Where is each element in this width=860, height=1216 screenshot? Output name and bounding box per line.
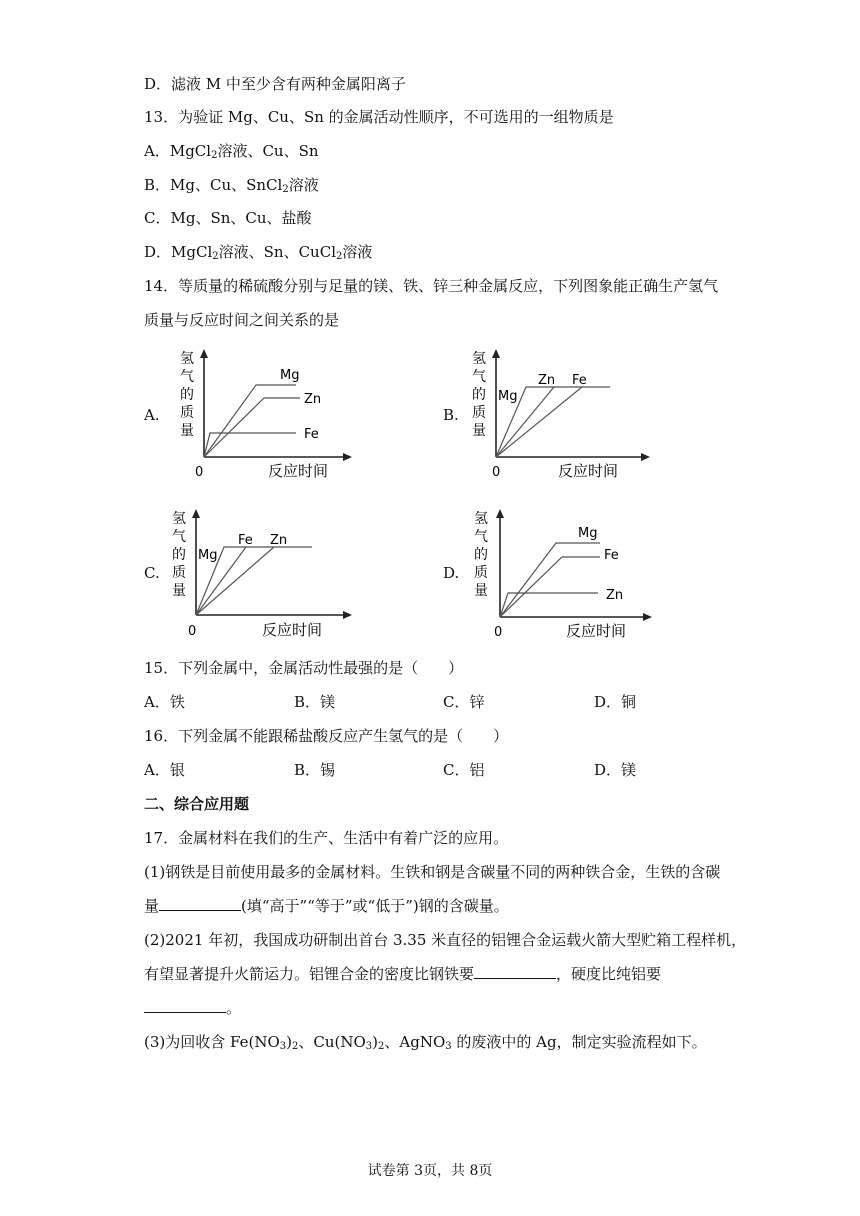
q17-part2-line3: 。 xyxy=(144,998,241,1018)
svg-text:量: 量 xyxy=(474,583,488,599)
q13-stem: 13．为验证 Mg、Cu、Sn 的金属活动性顺序，不可选用的一组物质是 xyxy=(144,108,614,126)
svg-text:的: 的 xyxy=(474,547,488,563)
svg-text:的: 的 xyxy=(472,387,486,403)
q13-option-c: C．Mg、Sn、Cu、盐酸 xyxy=(144,209,312,227)
q17-part2-line2: 有望显著提升火箭运力。铝锂合金的密度比钢铁要 ，硬度比纯铝要 xyxy=(144,965,662,983)
svg-text:量: 量 xyxy=(180,423,194,439)
graph-b xyxy=(460,345,650,485)
q15-option-c: C．锌 xyxy=(443,693,485,711)
q14-stem-line1: 14．等质量的稀硫酸分别与足量的镁、铁、锌三种金属反应，下列图象能正确生产氢气 xyxy=(144,277,719,295)
svg-text:氢: 氢 xyxy=(472,351,486,367)
graph-d-label-zn: Zn xyxy=(606,588,624,603)
q17-stem: 17．金属材料在我们的生产、生活中有着广泛的应用。 xyxy=(144,829,509,847)
svg-text:量: 量 xyxy=(172,583,186,599)
svg-text:气: 气 xyxy=(474,529,488,545)
svg-text:氢: 氢 xyxy=(180,351,194,367)
graph-a xyxy=(162,345,352,485)
graph-d-option-label: D. xyxy=(443,564,460,582)
q13-option-b: B．Mg、Cu、SnCl$_2$溶液 xyxy=(144,176,319,195)
graph-d-label-fe: Fe xyxy=(604,548,619,563)
graph-c-ylabel xyxy=(172,511,186,599)
graph-a-line-zn xyxy=(204,398,300,457)
section-heading: 二、综合应用题 xyxy=(144,795,250,813)
svg-text:的: 的 xyxy=(172,547,186,563)
q17-part2-line1: (2)2021 年初，我国成功研制出首台 3.35 米直径的铝锂合金运载火箭大型贮箱工程样机， xyxy=(144,931,747,949)
q17-part1-line2: 量 (填“高于”“等于”或“低于”)钢的含碳量。 xyxy=(144,897,509,915)
graph-a-line-fe xyxy=(204,433,296,457)
q13-option-a: A．MgCl$_2$溶液、Cu、Sn xyxy=(144,142,319,161)
svg-text:质: 质 xyxy=(474,565,488,581)
svg-text:氢: 氢 xyxy=(172,511,186,527)
graph-d-origin: 0 xyxy=(494,625,503,640)
graph-d-label-mg: Mg xyxy=(578,526,598,541)
svg-text:气: 气 xyxy=(172,529,186,545)
graph-b-option-label: B. xyxy=(443,406,459,424)
graph-d-ylabel xyxy=(474,511,488,599)
graph-c-label-mg: Mg xyxy=(198,548,218,563)
q15-option-a: A．铁 xyxy=(144,693,185,711)
svg-text:量: 量 xyxy=(472,423,486,439)
graph-c-xlabel: 反应时间 xyxy=(262,621,323,639)
svg-text:气: 气 xyxy=(472,369,486,385)
graph-a-option-label: A. xyxy=(144,406,160,424)
graph-a-label-mg: Mg xyxy=(280,368,300,383)
graph-c-label-zn: Zn xyxy=(270,533,288,548)
q15-option-b: B．镁 xyxy=(294,693,336,711)
graph-c-origin: 0 xyxy=(188,624,197,639)
graph-d-line-mg xyxy=(500,543,600,617)
graph-d-line-fe xyxy=(500,557,600,617)
graph-d-xlabel: 反应时间 xyxy=(566,622,627,640)
q14-stem-line2: 质量与反应时间之间关系的是 xyxy=(144,311,340,329)
q15-stem: 15．下列金属中，金属活动性最强的是（ ） xyxy=(144,659,464,677)
graph-b-ylabel xyxy=(472,351,486,439)
q17-part3: (3)为回收含 $Fe(NO_3)_2$、$Cu(NO_3)_2$、AgNO$_3$ 的废液中的 Ag，制定实验流程如下。 xyxy=(144,1033,707,1052)
svg-text:气: 气 xyxy=(180,369,194,385)
answer-blank-1[interactable] xyxy=(159,896,241,911)
graph-c-option-label: C. xyxy=(144,564,160,582)
svg-text:质: 质 xyxy=(172,565,186,581)
svg-text:质: 质 xyxy=(180,405,194,421)
graph-b-label-mg: Mg xyxy=(498,389,518,404)
page-footer: 试卷第 3页，共 8页 xyxy=(367,1163,493,1179)
answer-blank-3[interactable] xyxy=(144,998,226,1013)
q15-option-d: D．铜 xyxy=(594,693,637,711)
q16-option-a: A．银 xyxy=(144,761,185,779)
q16-option-d: D．镁 xyxy=(594,761,637,779)
q17-part1-line1: (1)钢铁是目前使用最多的金属材料。生铁和钢是含碳量不同的两种铁合金，生铁的含碳 xyxy=(144,863,721,881)
svg-text:氢: 氢 xyxy=(474,511,488,527)
q16-option-c: C．铝 xyxy=(443,761,485,779)
graph-a-origin: 0 xyxy=(195,465,204,480)
graph-a-line-mg xyxy=(204,385,296,457)
q12-option-d: D．滤液 M 中至少含有两种金属阳离子 xyxy=(144,75,406,93)
graph-a-xlabel: 反应时间 xyxy=(268,462,329,480)
graph-a-ylabel xyxy=(180,351,194,439)
graph-b-origin: 0 xyxy=(492,465,501,480)
graph-a-label-zn: Zn xyxy=(304,392,322,407)
graph-b-label-fe: Fe xyxy=(572,373,587,388)
graph-b-label-zn: Zn xyxy=(538,373,556,388)
q13-option-d: D．MgCl$_2$溶液、Sn、CuCl$_2$溶液 xyxy=(144,243,373,262)
q16-stem: 16．下列金属不能跟稀盐酸反应产生氢气的是（ ） xyxy=(144,727,509,745)
svg-text:质: 质 xyxy=(472,405,486,421)
graph-b-xlabel: 反应时间 xyxy=(558,462,619,480)
graph-d xyxy=(462,505,652,645)
graph-c xyxy=(162,505,352,645)
q16-option-b: B．锡 xyxy=(294,761,336,779)
answer-blank-2[interactable] xyxy=(474,964,556,979)
graph-a-label-fe: Fe xyxy=(304,427,319,442)
svg-text:的: 的 xyxy=(180,387,194,403)
graph-c-label-fe: Fe xyxy=(238,533,253,548)
